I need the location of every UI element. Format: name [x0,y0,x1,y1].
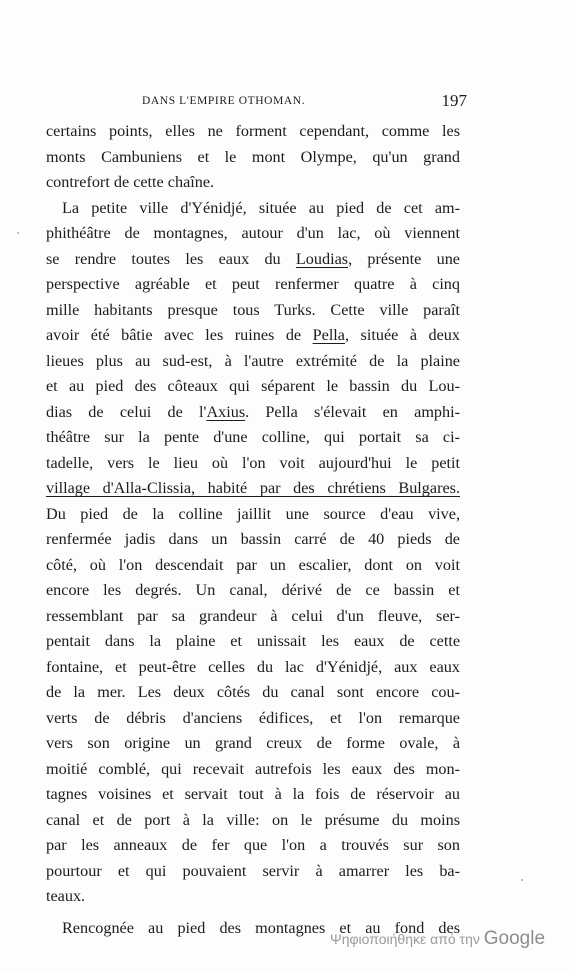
text-segment: se rendre toutes les eaux du [46,249,296,268]
text-line: lieues plus au sud-est, à l'autre extrémité de la plaine [46,351,460,370]
text-line [46,247,460,273]
text-line [46,323,460,349]
scan-speck [521,879,523,881]
text-line: pentait dans la plaine et unissait les eaux de cette [46,632,460,650]
text-line: verts de débris d'anciens édifices, et l'on remarque [46,708,460,727]
running-title: DANS L'EMPIRE OTHOMAN. [142,95,306,107]
text-line: tadelle, vers le lieu où l'on voit aujourd'hui le petit [46,453,460,472]
text-line: tagnes voisines et servait tout à la fois de réservoir au [46,785,460,803]
text-line: canal et de port à la ville: on le présume du moins [46,810,460,829]
text-line: moitié comblé, qui recevait autrefois les eaux des mon- [46,759,460,778]
underlined-place-name: Axius [206,402,246,421]
text-line: fontaine, et peut-être celles du lac d'Yénidjé, aux eaux [46,657,460,676]
body-text [46,119,460,941]
text-line [46,400,460,426]
text-segment: , située à deux [345,326,460,344]
page-number: 197 [441,91,467,110]
text-line: de la mer. Les deux côtés du canal sont encore cou- [46,683,460,701]
text-segment: . Pella s'élevait en amphi- [245,402,460,421]
scan-speck [17,232,19,234]
watermark-prefix: Ψηφιοποιήθηκε από την [330,931,480,947]
underlined-place-name: village d'Alla-Clissia, habité par des chrétiens Bulgares. [46,479,460,497]
text-line: Rencognée au pied des montagnes et au fond des [62,918,460,937]
text-line: côté, où l'on descendait par un escalier, dont on voit [46,555,460,574]
text-line: vers son origine un grand creux de forme ovale, à [46,734,460,752]
text-line: mille habitants presque tous Turks. Cette ville paraît [46,300,460,319]
text-line: et au pied des côteaux qui séparent le bassin du Lou- [46,377,460,395]
underlined-place-name: Pella [312,326,345,344]
watermark-brand: Google [483,928,546,949]
text-line: par les anneaux de fer que l'on a trouvés sur son [46,836,460,854]
text-line: phithéâtre de montagnes, autour d'un lac, où viennent [46,224,460,242]
underlined-place-name: Loudias [295,249,349,268]
text-line: perspective agréable et peut renfermer quatre à cinq [46,275,460,293]
text-line: théâtre sur la pente d'une colline, qui portait sa ci- [46,428,460,446]
text-line: Du pied de la colline jaillit une source d'eau vive, [46,504,460,523]
text-line: La petite ville d'Yénidjé, située au pied de cet am- [62,198,460,217]
digitization-watermark [330,928,545,950]
text-line: ressemblant par sa grandeur à celui d'un fleuve, ser- [46,606,460,625]
text-segment: avoir été bâtie avec les ruines de [46,326,313,344]
text-line [46,476,460,502]
text-line: contrefort de cette chaîne. [46,173,215,191]
text-segment: , présente une [348,249,460,268]
page-header [142,91,467,113]
text-line: renfermée jadis dans un bassin carré de 40 pieds de [46,530,460,548]
text-line: teaux. [46,887,86,905]
text-line: monts Cambuniens et le mont Olympe, qu'un grand [46,147,460,166]
text-line: pourtour et qui pouvaient servir à amarrer les ba- [46,861,460,880]
text-segment: dias de celui de l' [46,402,207,421]
text-line: encore les degrés. Un canal, dérivé de ce bassin et [46,581,460,599]
text-line: certains points, elles ne forment cependant, comme les [46,122,460,140]
